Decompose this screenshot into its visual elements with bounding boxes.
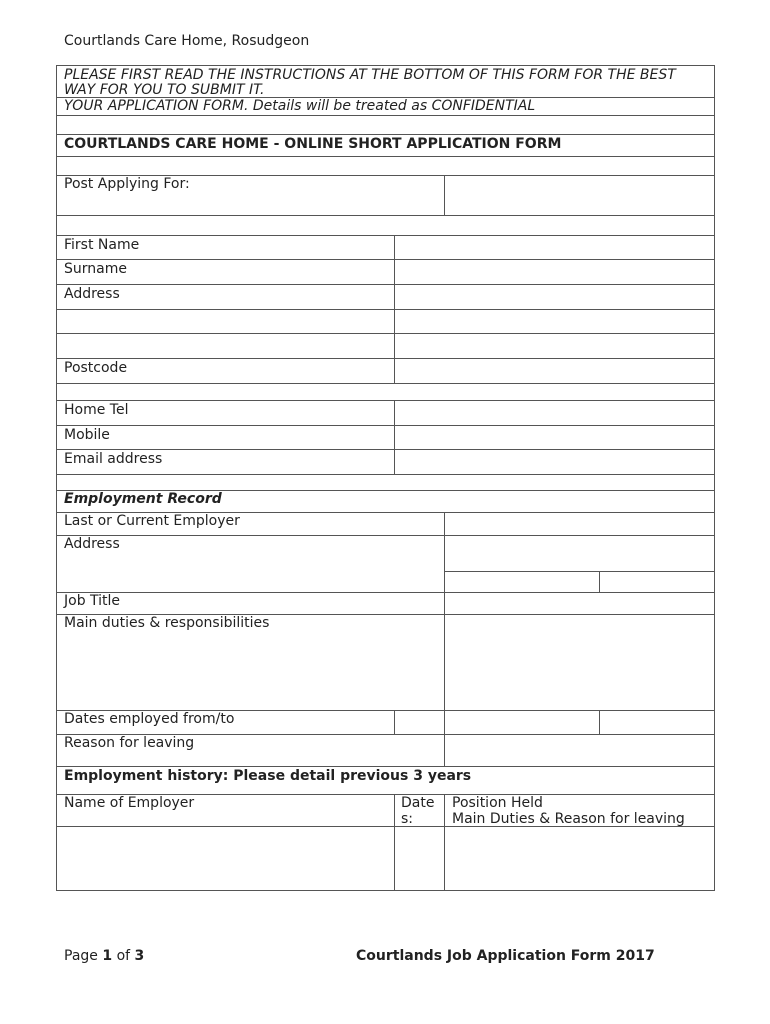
home-tel-label: Home Tel (64, 402, 129, 418)
job-title-field[interactable] (444, 592, 715, 615)
reason-label: Reason for leaving (64, 735, 195, 751)
mobile-label: Mobile (64, 427, 110, 443)
address-field-1[interactable] (394, 284, 715, 310)
page-word: Page (64, 948, 98, 964)
form-title: COURTLANDS CARE HOME - ONLINE SHORT APPLICATION FORM (64, 136, 562, 152)
page-header: Courtlands Care Home, Rosudgeon (64, 33, 310, 49)
address-field-2[interactable] (394, 309, 715, 334)
surname-field[interactable] (394, 259, 715, 285)
history-title: Employment history: Please detail previous 3 years (64, 768, 472, 784)
history-position-field[interactable] (444, 826, 715, 891)
post-applying-field[interactable] (444, 175, 715, 216)
page-total: 3 (134, 948, 145, 964)
employer-field[interactable] (444, 512, 715, 536)
post-applying-label: Post Applying For: (64, 176, 190, 192)
employer-address-field-3[interactable] (599, 571, 715, 593)
employer-address-label: Address (64, 536, 120, 552)
history-dates-field[interactable] (394, 826, 445, 891)
spacer-row (56, 215, 715, 236)
history-col-position-2: Main Duties & Reason for leaving (452, 811, 685, 827)
notice-line-2: WAY FOR YOU TO SUBMIT IT. (64, 82, 265, 98)
first-name-field[interactable] (394, 235, 715, 260)
address-label-cell-2 (56, 309, 395, 334)
history-col-dates-2: s: (401, 811, 414, 827)
spacer-row (56, 115, 715, 135)
footer-document-title: Courtlands Job Application Form 2017 (356, 948, 655, 964)
dates-field-2[interactable] (444, 710, 600, 735)
home-tel-field[interactable] (394, 400, 715, 426)
history-col-employer: Name of Employer (64, 795, 195, 811)
spacer-row (56, 156, 715, 176)
duties-field[interactable] (444, 614, 715, 711)
address-label: Address (64, 286, 120, 302)
duties-label: Main duties & responsibilities (64, 615, 270, 631)
email-field[interactable] (394, 449, 715, 475)
job-title-label: Job Title (64, 593, 121, 609)
reason-field[interactable] (444, 734, 715, 767)
address-label-cell-3 (56, 333, 395, 359)
application-form-table (57, 66, 715, 892)
dates-field-3[interactable] (599, 710, 715, 735)
postcode-field[interactable] (394, 358, 715, 384)
address-field-3[interactable] (394, 333, 715, 359)
spacer-row (56, 474, 715, 491)
employer-label: Last or Current Employer (64, 513, 240, 529)
employer-address-field-2[interactable] (444, 571, 600, 593)
employment-record-title: Employment Record (64, 491, 222, 507)
postcode-label: Postcode (64, 360, 128, 376)
of-word: of (116, 948, 131, 964)
dates-label: Dates employed from/to (64, 711, 235, 727)
dates-field-1[interactable] (394, 710, 445, 735)
history-employer-field[interactable] (56, 826, 395, 891)
surname-label: Surname (64, 261, 127, 277)
spacer-row (56, 383, 715, 401)
mobile-field[interactable] (394, 425, 715, 450)
employer-address-field[interactable] (444, 535, 715, 572)
page-number (64, 948, 144, 964)
history-col-dates-1: Date (401, 795, 435, 811)
page-current: 1 (102, 948, 113, 964)
notice-line-3: YOUR APPLICATION FORM. Details will be treated as CONFIDENTIAL (64, 98, 536, 114)
notice-line-1: PLEASE FIRST READ THE INSTRUCTIONS AT THE BOTTOM OF THIS FORM FOR THE BEST (64, 67, 676, 83)
first-name-label: First Name (64, 237, 140, 253)
history-col-position-1: Position Held (452, 795, 543, 811)
email-label: Email address (64, 451, 163, 467)
